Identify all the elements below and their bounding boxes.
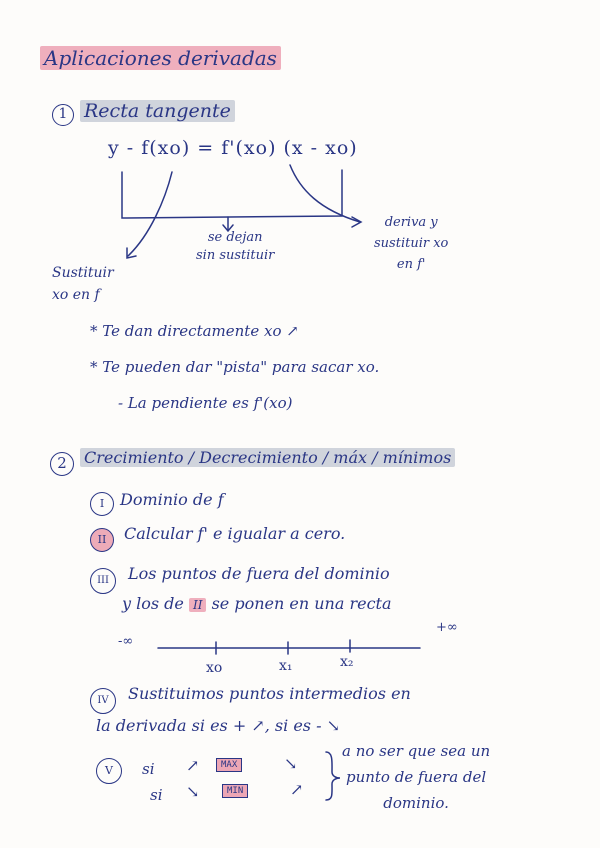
step-2-text: Calcular f' e igualar a cero. [124, 524, 346, 543]
page-title: Aplicaciones derivadas [40, 46, 281, 70]
note-center: se dejan sin sustituir [196, 230, 275, 263]
numberline-x2: x₂ [340, 654, 354, 670]
arrow-down-icon: ↘ [186, 782, 200, 801]
step-4-line-2: la derivada si es + ↗, si es - ↘ [96, 716, 340, 735]
step-5-number: V [96, 758, 122, 784]
arrow-up-icon: ↗ [290, 780, 304, 799]
step-3-line-2: y los de II se ponen en una recta [122, 594, 392, 613]
arrow-up-icon: ↗ [186, 756, 200, 775]
min-label: MIN [222, 784, 248, 798]
tangent-formula: y - f(xo) = f'(xo) (x - xo) [108, 137, 358, 159]
step-2-number: II [90, 528, 114, 552]
max-label: MAX [216, 758, 242, 772]
step-4-line-1: Sustituimos puntos intermedios en [128, 684, 411, 703]
section-2-heading: Crecimiento / Decrecimiento / máx / mínimos [80, 448, 455, 467]
step-4-number: IV [90, 688, 116, 714]
numberline-x0: xo [206, 660, 223, 676]
step-5-si-2: si [150, 786, 163, 804]
numberline-pos-inf: +∞ [436, 620, 458, 635]
step-3-number: III [90, 568, 116, 594]
section-2-number: 2 [50, 452, 74, 476]
arrow-down-icon: ↘ [284, 754, 298, 773]
bullet-2: * Te pueden dar "pista" para sacar xo. [90, 358, 380, 376]
step-1-number: I [90, 492, 114, 516]
numberline-x1: x₁ [279, 658, 293, 674]
note-right: deriva y sustituir xo en f' [374, 215, 449, 272]
bullet-1: * Te dan directamente xo ↗ [90, 322, 299, 340]
step-5-brace-note: a no ser que sea un punto de fuera del dominio. [342, 742, 491, 812]
step-3-line-1: Los puntos de fuera del dominio [128, 564, 390, 583]
bullet-3: - La pendiente es f'(xo) [118, 394, 293, 412]
step-ref-2: II [189, 598, 206, 612]
step-1-text: Dominio de f [120, 490, 224, 509]
section-1-heading: Recta tangente [80, 100, 235, 122]
section-1-number: 1 [52, 104, 74, 126]
note-left: Sustituir xo en f [52, 265, 114, 303]
step-5-si-1: si [142, 760, 155, 778]
numberline-neg-inf: -∞ [118, 634, 134, 649]
